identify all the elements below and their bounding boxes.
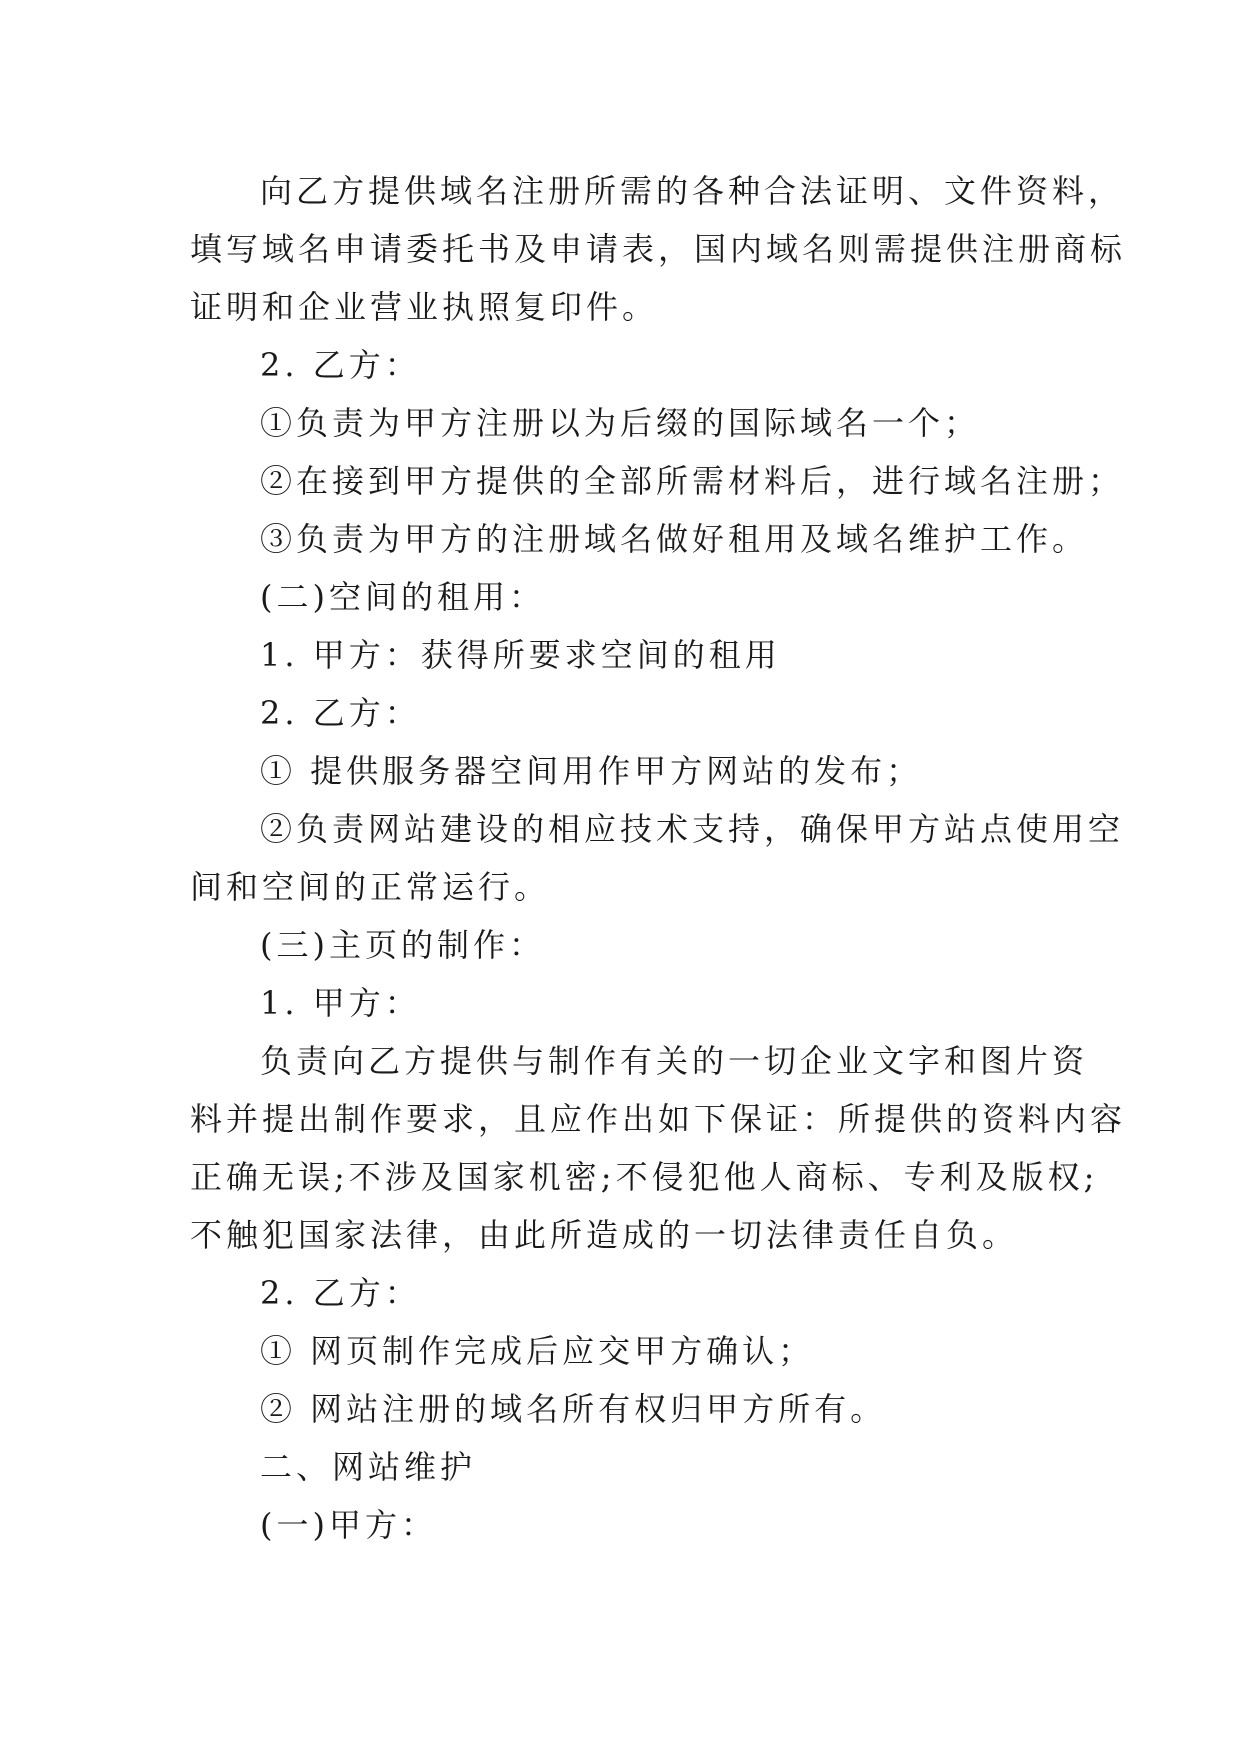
paragraph: 2. 乙方： <box>260 1274 421 1312</box>
text-line: 向乙方提供域名注册所需的各种合法证明、文件资料， <box>260 172 1125 210</box>
text-line: 间和空间的正常运行。 <box>190 868 551 906</box>
text-line: 填写域名申请委托书及申请表，国内域名则需提供注册商标 <box>190 230 1127 268</box>
paragraph <box>190 162 1127 336</box>
paragraph: 1. 甲方：获得所要求空间的租用 <box>260 636 781 674</box>
text-line: 负责向乙方提供与制作有关的一切企业文字和图片资 <box>260 1042 1089 1080</box>
document-body <box>190 162 1127 1554</box>
paragraph: 2. 乙方： <box>260 346 421 384</box>
text-line: 正确无误;不涉及国家机密;不侵犯他人商标、专利及版权; <box>190 1158 1099 1196</box>
paragraph <box>190 1032 1127 1264</box>
text-line: 不触犯国家法律，由此所造成的一切法律责任自负。 <box>190 1216 1019 1254</box>
text-line: 料并提出制作要求，且应作出如下保证：所提供的资料内容 <box>190 1100 1127 1138</box>
paragraph: ②在接到甲方提供的全部所需材料后，进行域名注册； <box>260 462 1125 500</box>
section-heading: (三)主页的制作： <box>260 926 545 964</box>
paragraph: 1. 甲方： <box>260 984 421 1022</box>
section-heading: 二、网站维护 <box>260 1448 477 1486</box>
paragraph: ① 提供服务器空间用作甲方网站的发布； <box>260 752 923 790</box>
paragraph: ② 网站注册的域名所有权归甲方所有。 <box>260 1390 887 1428</box>
paragraph: ③负责为甲方的注册域名做好租用及域名维护工作。 <box>260 520 1089 558</box>
paragraph: ①负责为甲方注册以为后缀的国际域名一个； <box>260 404 981 442</box>
paragraph: ① 网页制作完成后应交甲方确认； <box>260 1332 815 1370</box>
section-heading: (二)空间的租用： <box>260 578 545 616</box>
text-line: ②负责网站建设的相应技术支持，确保甲方站点使用空 <box>260 810 1125 848</box>
paragraph <box>190 800 1125 916</box>
paragraph: 2. 乙方： <box>260 694 421 732</box>
section-heading: (一)甲方： <box>260 1506 437 1544</box>
text-line: 证明和企业营业执照复印件。 <box>190 288 659 326</box>
